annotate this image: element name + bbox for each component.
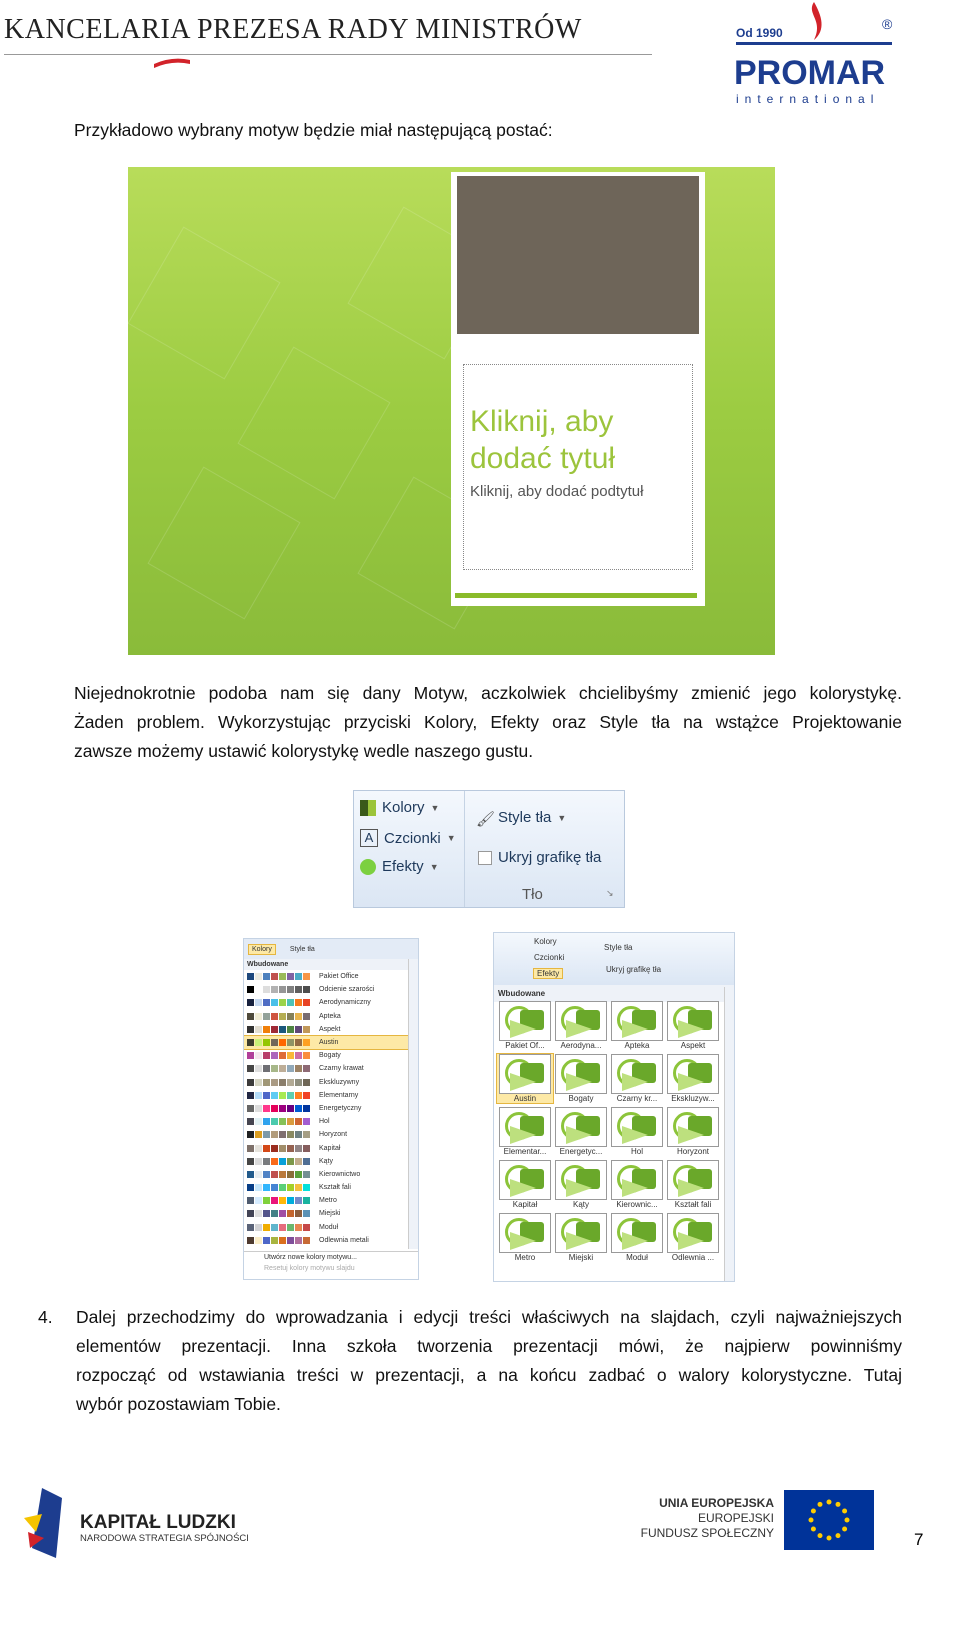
color-scheme-label: Ekskluzywny: [319, 1078, 360, 1086]
effect-thumbnail-icon: [611, 1213, 663, 1253]
star-icon: [811, 1527, 816, 1532]
kprm-logo: KANCELARIA PREZESA RADY MINISTRÓW: [4, 14, 582, 45]
bg-styles-button[interactable]: [476, 809, 566, 826]
color-swatch: [247, 1065, 310, 1072]
color-scheme-label: Pakiet Office: [319, 973, 359, 981]
color-scheme-label: Energetyczny: [319, 1104, 362, 1112]
effect-thumbnail-icon: [667, 1213, 719, 1253]
color-swatch: [247, 1026, 310, 1033]
caret-icon: ▼: [429, 861, 439, 872]
effects-label: Efekty: [382, 858, 424, 875]
effect-label: Apteka: [624, 1041, 650, 1050]
effects-button[interactable]: Efekty: [534, 969, 562, 978]
color-scheme-item[interactable]: [244, 1141, 418, 1154]
color-scheme-label: Aerodynamiczny: [319, 999, 371, 1007]
eu-line: UNIA EUROPEJSKA: [659, 1496, 774, 1510]
color-swatch: [247, 1171, 310, 1178]
caret-icon: ▼: [557, 812, 567, 823]
slide-image-placeholder: [457, 176, 699, 334]
color-swatch: [247, 1092, 310, 1099]
effect-label: Elementar...: [503, 1147, 547, 1156]
list-item-text: [76, 1303, 902, 1419]
effect-label: Horyzont: [676, 1147, 709, 1156]
paragraph: [74, 679, 902, 766]
logo-bar: [736, 42, 892, 45]
effect-label: Kierownic...: [616, 1200, 658, 1209]
slide-title-2: dodać tytuł: [470, 442, 616, 475]
hide-graphics-checkbox[interactable]: [478, 849, 601, 866]
effect-label: Odlewnia ...: [671, 1253, 715, 1262]
flame-icon: [802, 2, 826, 42]
color-scheme-item[interactable]: [244, 1062, 418, 1075]
effect-item[interactable]: [609, 1054, 665, 1103]
star-icon: [842, 1509, 847, 1514]
color-scheme-item[interactable]: [244, 1102, 418, 1115]
effect-item[interactable]: [665, 1160, 721, 1209]
color-swatch: [247, 1118, 310, 1125]
star-icon: [809, 1518, 814, 1523]
colors-button[interactable]: [360, 799, 439, 816]
colors-label: Kolory: [382, 799, 425, 816]
separator: [464, 791, 465, 907]
color-swatch: [247, 1224, 310, 1231]
paragraph-line: Niejednokrotnie podoba nam się dany Motyw, aczkolwiek chcielibyśmy zmienić jego kolorystykę.: [74, 683, 902, 703]
effect-thumbnail-icon: [611, 1001, 663, 1041]
color-swatch: [247, 1158, 310, 1165]
effect-label: Aspekt: [680, 1041, 706, 1050]
color-scheme-label: Moduł: [319, 1223, 339, 1231]
color-swatch: [247, 986, 310, 993]
color-scheme-item[interactable]: [244, 1036, 418, 1049]
effect-item[interactable]: [497, 1001, 553, 1050]
color-scheme-item[interactable]: [244, 1128, 418, 1141]
slide-subtitle: Kliknij, aby dodać podtytuł: [470, 483, 644, 500]
color-scheme-label: Kąty: [319, 1157, 334, 1165]
flag-icon: [152, 56, 192, 72]
effect-thumbnail-icon: [555, 1160, 607, 1200]
eu-line: FUNDUSZ SPOŁECZNY: [640, 1526, 774, 1540]
effect-thumbnail-icon: [667, 1160, 719, 1200]
effect-item[interactable]: [609, 1213, 665, 1262]
paragraph-line: zawsze możemy ustawić kolorystykę wedle naszego gustu.: [74, 741, 534, 761]
color-scheme-item[interactable]: [244, 996, 418, 1009]
effect-label: Bogaty: [568, 1094, 594, 1103]
bg-styles-button[interactable]: Style tła: [289, 945, 315, 953]
color-scheme-item[interactable]: [244, 970, 418, 983]
kl-title: KAPITAŁ LUDZKI: [80, 1512, 236, 1533]
color-swatch: [247, 973, 310, 980]
scrollbar[interactable]: [408, 959, 418, 1249]
effect-item[interactable]: [665, 1054, 721, 1103]
slide-preview: [128, 167, 775, 655]
intro-text: Przykładowo wybrany motyw będzie miał następującą postać:: [74, 120, 553, 140]
effect-item[interactable]: [497, 1107, 553, 1156]
star-icon: [818, 1502, 823, 1507]
effect-item[interactable]: [497, 1054, 553, 1103]
effect-item[interactable]: [553, 1001, 609, 1050]
color-scheme-item[interactable]: [244, 1049, 418, 1062]
title-placeholder[interactable]: [463, 364, 693, 570]
checkbox-icon: [478, 851, 492, 865]
page-number: 7: [914, 1530, 924, 1549]
effect-item[interactable]: [497, 1160, 553, 1209]
color-scheme-label: Bogaty: [319, 1052, 341, 1060]
effect-label: Kapitał: [512, 1200, 538, 1209]
effect-thumbnail-icon: [555, 1054, 607, 1094]
color-scheme-item[interactable]: [244, 1010, 418, 1023]
paint-icon: 🖌: [476, 810, 496, 828]
colors-button[interactable]: Kolory: [534, 937, 557, 946]
star-icon: [842, 1527, 847, 1532]
group-label: Tło: [522, 886, 543, 903]
color-scheme-label: Horyzont: [319, 1131, 348, 1139]
effect-label: Aerodyna...: [560, 1041, 602, 1050]
logo-name: PROMAR: [734, 54, 886, 92]
effect-label: Moduł: [626, 1253, 648, 1262]
color-scheme-item[interactable]: [244, 1221, 418, 1234]
effect-thumbnail-icon: [667, 1054, 719, 1094]
color-scheme-label: Apteka: [319, 1012, 341, 1020]
effect-label: Metro: [514, 1253, 536, 1262]
reset-colors-item[interactable]: Resetuj kolory motywu slajdu: [264, 1264, 355, 1272]
effect-item[interactable]: [609, 1160, 665, 1209]
logo-sub: international: [736, 92, 880, 106]
bg-styles-button[interactable]: Style tła: [604, 943, 633, 952]
color-scheme-label: Kształt fali: [319, 1184, 351, 1192]
color-scheme-label: Aspekt: [319, 1025, 341, 1033]
effect-label: Kąty: [572, 1200, 589, 1209]
color-swatch: [247, 1039, 310, 1046]
scrollbar[interactable]: [724, 987, 734, 1281]
effect-item[interactable]: [665, 1213, 721, 1262]
effect-label: Kształt fali: [674, 1200, 712, 1209]
color-swatch: [247, 1145, 310, 1152]
eu-line: EUROPEJSKI: [697, 1511, 774, 1525]
effects-icon: [360, 859, 376, 875]
color-swatch: [247, 999, 310, 1006]
promar-logo: [732, 0, 902, 108]
ribbon-screenshot: [353, 790, 625, 908]
effect-thumbnail-icon: [611, 1107, 663, 1147]
color-swatch: [247, 1131, 310, 1138]
effect-item[interactable]: [553, 1160, 609, 1209]
caret-icon: ▼: [446, 833, 456, 843]
effect-label: Miejski: [568, 1253, 594, 1262]
effect-item[interactable]: [665, 1107, 721, 1156]
hide-graphics-label: Ukryj grafikę tła: [498, 849, 602, 866]
effect-item[interactable]: [553, 1213, 609, 1262]
color-scheme-item[interactable]: [244, 1194, 418, 1207]
colors-menu-screenshot: [243, 938, 419, 1280]
effect-label: Hol: [630, 1147, 643, 1156]
effect-thumbnail-icon: [499, 1054, 551, 1094]
fonts-label: Czcionki: [384, 829, 441, 847]
section-header: Wbudowane: [494, 985, 734, 1002]
color-scheme-label: Elementarny: [319, 1091, 359, 1099]
slide-panel: [451, 172, 705, 606]
color-scheme-item[interactable]: [244, 1168, 418, 1181]
color-swatch: [247, 1197, 310, 1204]
effect-label: Ekskluzyw...: [671, 1094, 715, 1103]
color-scheme-item[interactable]: [244, 1181, 418, 1194]
slide-accent-bar: [455, 593, 697, 598]
effect-thumbnail-icon: [499, 1001, 551, 1041]
effect-thumbnail-icon: [499, 1160, 551, 1200]
color-scheme-item[interactable]: [244, 1023, 418, 1036]
effect-label: Pakiet Of...: [505, 1041, 545, 1050]
registered-icon: ®: [882, 16, 893, 32]
effect-thumbnail-icon: [667, 1107, 719, 1147]
color-scheme-label: Kapitał: [319, 1144, 341, 1152]
colors-button[interactable]: Kolory: [248, 944, 276, 955]
effect-thumbnail-icon: [611, 1160, 663, 1200]
hide-graphics-checkbox[interactable]: Ukryj grafikę tła: [606, 965, 662, 974]
section-header: Wbudowane: [244, 959, 418, 970]
color-scheme-item[interactable]: [244, 1207, 418, 1220]
color-swatch: [247, 1052, 310, 1059]
effect-thumbnail-icon: [555, 1001, 607, 1041]
fonts-button[interactable]: [360, 829, 456, 847]
text-line: rozpocząć od wstawiania treści w prezentacji, a na końcu zadbać o walory kolorystyczne. Tutaj: [76, 1365, 902, 1385]
color-scheme-label: Hol: [319, 1118, 330, 1126]
font-icon: A: [360, 829, 378, 847]
kl-subtitle: NARODOWA STRATEGIA SPÓJNOŚCI: [80, 1533, 249, 1544]
effect-thumbnail-icon: [555, 1107, 607, 1147]
color-scheme-item[interactable]: [244, 1115, 418, 1128]
color-scheme-item[interactable]: [244, 1076, 418, 1089]
create-colors-item[interactable]: Utwórz nowe kolory motywu...: [244, 1251, 418, 1263]
logo-since: Od 1990: [736, 26, 783, 40]
effect-item[interactable]: [497, 1213, 553, 1262]
caret-icon: ▼: [430, 802, 440, 813]
effect-thumbnail-icon: [667, 1001, 719, 1041]
header-divider: [4, 54, 652, 55]
effect-thumbnail-icon: [611, 1054, 663, 1094]
effect-item[interactable]: [609, 1107, 665, 1156]
color-scheme-label: Czarny krawat: [319, 1065, 364, 1073]
effect-item[interactable]: [553, 1107, 609, 1156]
star-icon: [818, 1533, 823, 1538]
color-swatch: [247, 1013, 310, 1020]
star-icon: [827, 1500, 832, 1505]
color-scheme-item[interactable]: [244, 1155, 418, 1168]
color-scheme-label: Odcienie szarości: [319, 986, 375, 994]
star-icon: [836, 1533, 841, 1538]
kapital-ludzki-logo-icon: [22, 1488, 66, 1558]
effect-item[interactable]: [553, 1054, 609, 1103]
color-scheme-label: Kierownictwo: [319, 1170, 361, 1178]
color-swatch: [247, 1079, 310, 1086]
star-icon: [836, 1502, 841, 1507]
effect-thumbnail-icon: [555, 1213, 607, 1253]
bg-styles-label: Style tła: [498, 809, 552, 826]
color-scheme-label: Austin: [319, 1039, 339, 1047]
star-icon: [845, 1518, 850, 1523]
text-line: elementów prezentacji. Inna szkoła tworzenia prezentacji mówi, że najpierw powinniśmy: [76, 1336, 902, 1356]
effect-label: Czarny kr...: [616, 1094, 658, 1103]
color-swatch: [247, 1237, 310, 1244]
color-swatch: [247, 1105, 310, 1112]
effect-item[interactable]: [609, 1001, 665, 1050]
color-scheme-item[interactable]: [244, 1234, 418, 1247]
color-scheme-label: Odlewnia metali: [319, 1236, 369, 1244]
colors-icon: [360, 800, 376, 816]
paragraph-line: Żaden problem. Wykorzystując przyciski Kolory, Efekty oraz Style tła na wstążce Projektowanie: [74, 712, 902, 732]
color-swatch: [247, 1184, 310, 1191]
star-icon: [827, 1536, 832, 1541]
eu-text: [640, 1496, 774, 1541]
fonts-button[interactable]: Czcionki: [534, 953, 565, 962]
effect-thumbnail-icon: [499, 1107, 551, 1147]
effect-label: Energetyc...: [559, 1147, 603, 1156]
effect-thumbnail-icon: [499, 1213, 551, 1253]
list-number: 4.: [38, 1307, 53, 1327]
text-line: wybór pozostawiam Tobie.: [76, 1394, 281, 1414]
star-icon: [811, 1509, 816, 1514]
effect-item[interactable]: [665, 1001, 721, 1050]
color-scheme-item[interactable]: [244, 983, 418, 996]
color-scheme-label: Metro: [319, 1197, 337, 1205]
dialog-launcher-icon[interactable]: ↘: [606, 888, 614, 898]
slide-title-1: Kliknij, aby: [470, 405, 614, 438]
eu-flag-icon: [784, 1490, 874, 1550]
color-scheme-label: Miejski: [319, 1210, 341, 1218]
effect-label: Austin: [513, 1094, 537, 1103]
color-swatch: [247, 1210, 310, 1217]
color-scheme-item[interactable]: [244, 1089, 418, 1102]
effects-button[interactable]: [360, 858, 439, 875]
text-line: Dalej przechodzimy do wprowadzania i edycji treści właściwych na slajdach, czyli najważniejszych: [76, 1307, 902, 1327]
effects-menu-screenshot: [493, 932, 735, 1282]
